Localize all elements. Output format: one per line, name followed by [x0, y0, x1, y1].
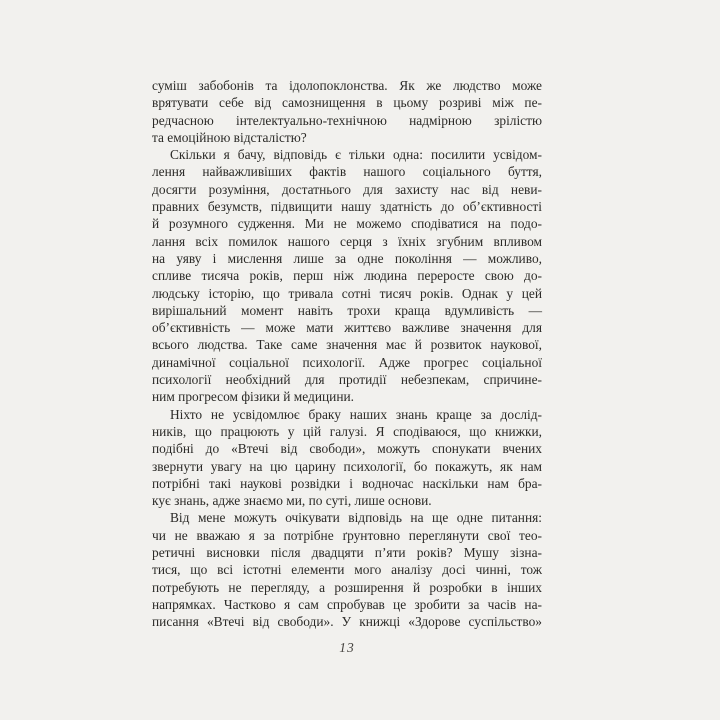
text-line: динамічної соціальної психології. Адже прогрес соціальної: [152, 354, 542, 370]
text-line: спливе тисяча років, перш ніж людина переросте свою до-: [152, 268, 542, 284]
text-line: Від мене можуть очікувати відповідь на ще одне питання:: [170, 510, 542, 526]
paragraph: [152, 509, 542, 630]
text-line: й розумного судження. Ми не можемо сподіватися на подо-: [152, 216, 542, 232]
text-line: на уяву і мислення лише за одне покоління — можливо,: [152, 250, 542, 266]
text-line: потрібні такі наукові розвідки і водночас наскільки нам бра-: [152, 475, 542, 491]
paragraph: [152, 406, 542, 510]
text-line: лання всіх помилок нашого серця з їхніх згубним впливом: [152, 233, 542, 249]
text-line: ників, що працюють у цій галузі. Я сподіваюся, що книжки,: [152, 423, 542, 439]
text-line: ретичні висновки після двадцяти п’яти років? Мушу зізна-: [152, 545, 542, 561]
text-line: та емоційною відсталістю?: [152, 129, 307, 145]
text-line: людську історію, що тривала сотні тисяч років. Однак у цей: [152, 285, 542, 301]
text-line: Ніхто не усвідомлює браку наших знань краще за дослід-: [170, 406, 542, 422]
text-line: врятувати себе від самознищення в цьому розриві між пе-: [152, 95, 542, 111]
text-line: тися, що всі істотні елементи мого аналізу досі чинні, тож: [152, 562, 542, 578]
text-line: об’єктивність — може мати життєво важливе значення для: [152, 320, 542, 336]
text-line: редчасною інтелектуально-технічною надмірною зрілістю: [152, 112, 542, 128]
text-line: подібні до «Втечі від свободи», можуть спонукати вчених: [152, 441, 542, 457]
text-line: напрямках. Частково я сам спробував це зробити за часів на-: [152, 596, 542, 612]
text-line: ним прогресом фізики й медицини.: [152, 389, 354, 405]
paragraph: [152, 77, 542, 146]
text-line: правних безумств, підвищити нашу здатність до об’єктивності: [152, 199, 542, 215]
text-block: [152, 77, 542, 631]
text-line: кує знань, адже знаємо ми, по суті, лише основи.: [152, 493, 432, 509]
text-line: Скільки я бачу, відповідь є тільки одна: посилити усвідом-: [170, 147, 542, 163]
page-number: 13: [339, 640, 355, 655]
text-line: чи не вважаю я за потрібне ґрунтовно переглянути свої тео-: [152, 527, 542, 543]
text-line: вирішальний момент навіть трохи краща вдумливість —: [152, 302, 542, 318]
text-line: звернути увагу на цю царину психології, бо покажуть, як нам: [152, 458, 542, 474]
text-line: психології необхідний для протидії небезпекам, спричине-: [152, 372, 542, 388]
text-line: всього людства. Таке саме значення має й розвиток наукової,: [152, 337, 542, 353]
text-line: суміш забобонів та ідолопоклонства. Як же людство може: [152, 78, 542, 93]
text-line: потребують не перегляду, а розширення й розробки в інших: [152, 579, 542, 595]
text-line: писання «Втечі від свободи». У книжці «Здорове суспільство»: [152, 614, 542, 630]
text-line: досягти розуміння, достатнього для захисту нас від неви-: [152, 181, 542, 197]
paragraph: [152, 146, 542, 405]
text-line: лення найважливіших фактів нашого соціального буття,: [152, 164, 542, 180]
